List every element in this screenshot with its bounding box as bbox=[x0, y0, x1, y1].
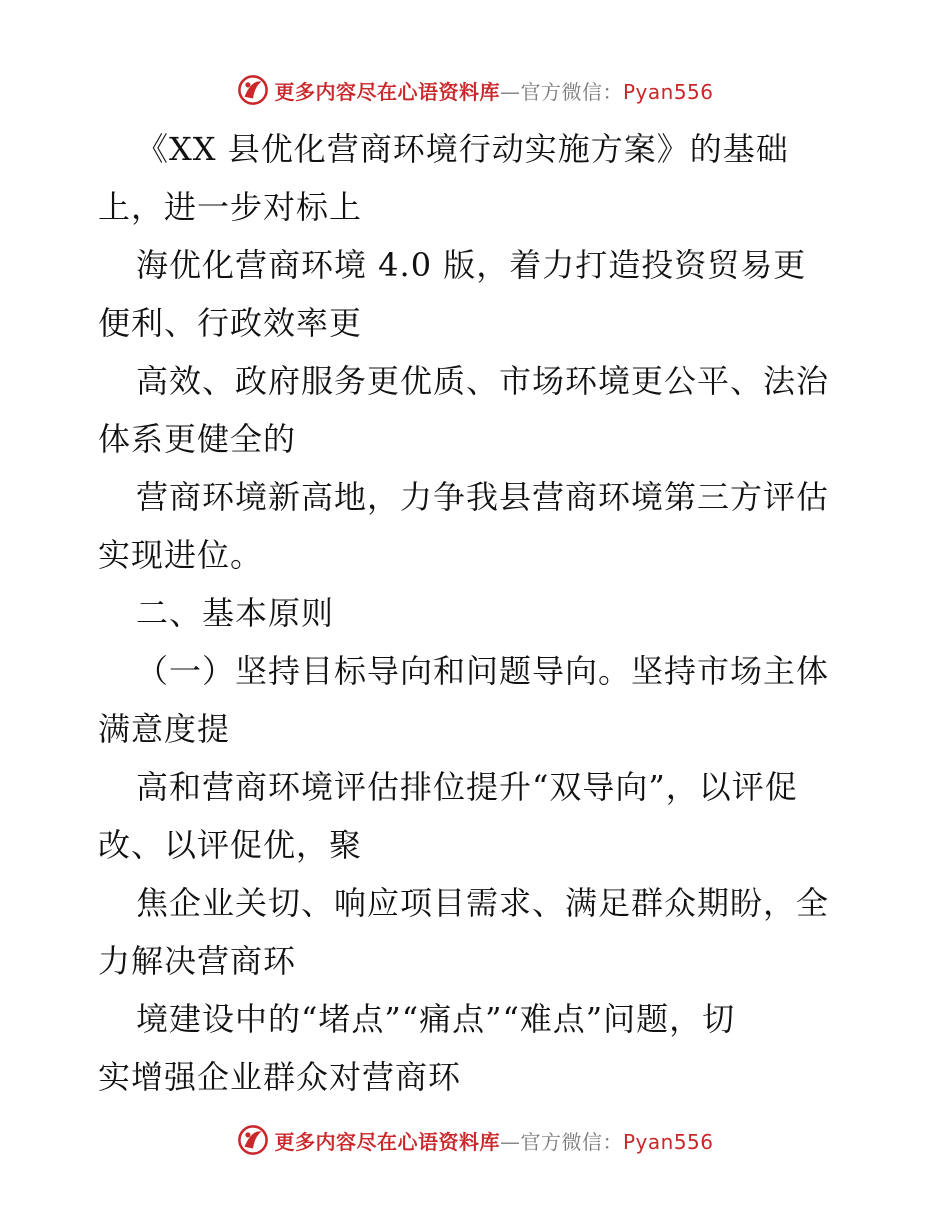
header-wechat-id: Pyan556 bbox=[622, 79, 714, 104]
footer-watermark-text bbox=[274, 1126, 713, 1155]
footer-wechat-label: 官方微信： bbox=[520, 1129, 623, 1154]
brand-logo-icon bbox=[236, 1123, 270, 1157]
body-line: 力解决营商环 bbox=[98, 942, 297, 980]
header-watermark-text bbox=[274, 76, 713, 105]
footer-wechat-id: Pyan556 bbox=[622, 1129, 714, 1154]
body-line: 营商环境新高地，力争我县营商环境第三方评估 bbox=[136, 478, 830, 516]
body-line: 实增强企业群众对营商环 bbox=[98, 1058, 462, 1096]
section-heading: 二、基本原则 bbox=[136, 594, 335, 632]
body-line: 体系更健全的 bbox=[98, 420, 297, 458]
header-wechat-label: 官方微信： bbox=[520, 79, 623, 104]
body-line: 海优化营商环境 4.0 版，着力打造投资贸易更 bbox=[136, 246, 807, 284]
body-line: （一）坚持目标导向和问题导向。坚持市场主体 bbox=[136, 652, 830, 690]
body-line: 便利、行政效率更 bbox=[98, 304, 363, 342]
body-line: 《XX 县优化营商环境行动实施方案》的基础 bbox=[136, 130, 789, 168]
body-line: 改、以评促优，聚 bbox=[98, 826, 363, 864]
body-line: 高效、政府服务更优质、市场环境更公平、法治 bbox=[136, 362, 830, 400]
body-line: 上，进一步对标上 bbox=[98, 188, 363, 226]
body-line: 高和营商环境评估排位提升“双导向”，以评促 bbox=[136, 768, 798, 806]
body-line: 满意度提 bbox=[98, 710, 231, 748]
brand-logo-icon bbox=[236, 73, 270, 107]
footer-watermark bbox=[0, 1120, 950, 1160]
body-line: 实现进位。 bbox=[98, 536, 264, 574]
header-dash: — bbox=[499, 79, 521, 104]
header-brand: 更多内容尽在心语资料库 bbox=[274, 79, 500, 104]
body-line: 焦企业关切、响应项目需求、满足群众期盼，全 bbox=[136, 884, 830, 922]
footer-dash: — bbox=[499, 1129, 521, 1154]
document-body bbox=[98, 120, 858, 1106]
footer-brand: 更多内容尽在心语资料库 bbox=[274, 1129, 500, 1154]
header-watermark bbox=[0, 70, 950, 110]
body-line: 境建设中的“堵点”“痛点”“难点”问题，切 bbox=[136, 1000, 736, 1038]
